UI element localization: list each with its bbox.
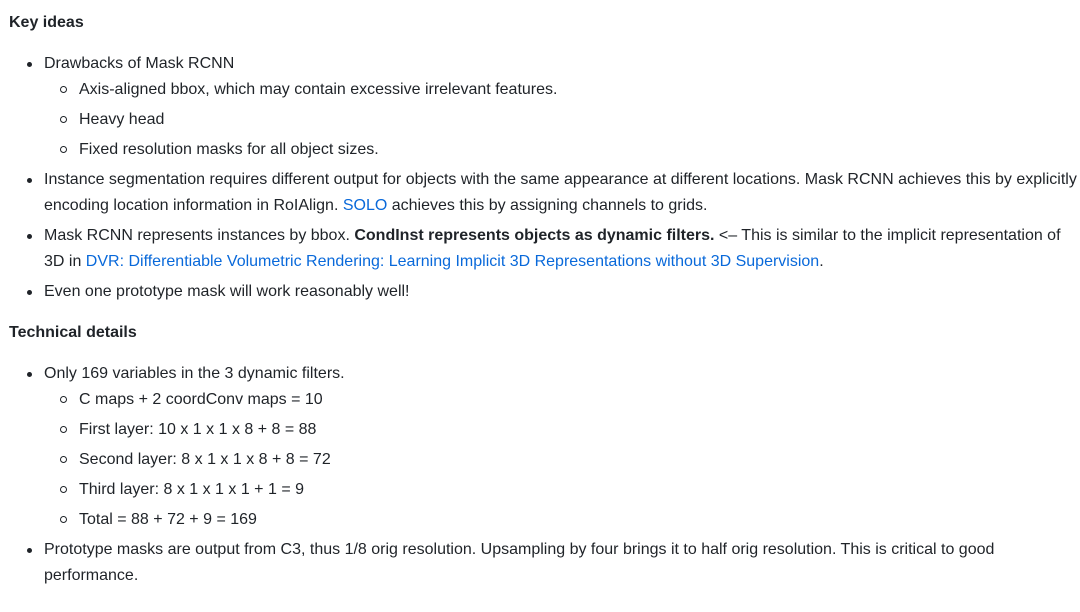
- heading-key-ideas: Key ideas: [9, 14, 84, 31]
- sub-list-item: C maps + 2 coordConv maps = 10: [44, 387, 1080, 413]
- sub-list-item: Heavy head: [44, 107, 1080, 133]
- sub-list-item: Axis-aligned bbox, which may contain excessive irrelevant features.: [44, 77, 1080, 103]
- bullet-text: Drawbacks of Mask RCNN: [44, 55, 235, 72]
- heading-technical-details: Technical details: [9, 324, 137, 341]
- sub-list-item: Second layer: 8 x 1 x 1 x 8 + 8 = 72: [44, 447, 1080, 473]
- list-item: [9, 167, 1080, 219]
- key-ideas-list: [9, 51, 1080, 305]
- dvr-link[interactable]: DVR: Differentiable Volumetric Rendering: Learning Implicit 3D Representations without 3D Supervision: [85, 253, 820, 270]
- sub-list-item: Third layer: 8 x 1 x 1 x 1 + 1 = 9: [44, 477, 1080, 503]
- bold-text: CondInst represents objects as dynamic filters.: [354, 227, 715, 244]
- sub-list: [44, 77, 1080, 163]
- bullet-text: Even one prototype mask will work reasonably well!: [44, 283, 410, 300]
- sub-list: [44, 387, 1080, 533]
- bullet-text: <– This is similar to the implicit representation of 3D in: [44, 227, 1061, 270]
- bullet-text: Mask RCNN represents instances by bbox.: [44, 227, 355, 244]
- sub-list-item: Total = 88 + 72 + 9 = 169: [44, 507, 1080, 533]
- sub-list-item: First layer: 10 x 1 x 1 x 8 + 8 = 88: [44, 417, 1080, 443]
- bullet-text: achieves this by assigning channels to grids.: [387, 197, 708, 214]
- bullet-text: Only 169 variables in the 3 dynamic filters.: [44, 365, 345, 382]
- list-item: [9, 279, 1080, 305]
- list-item: [9, 51, 1080, 163]
- list-item: [9, 361, 1080, 533]
- bullet-text: Prototype masks are output from C3, thus 1/8 orig resolution. Upsampling by four brings it to half orig resolution. This is critical to good performance.: [44, 541, 995, 584]
- list-item: [9, 223, 1080, 275]
- solo-link[interactable]: SOLO: [342, 197, 388, 214]
- technical-details-list: [9, 361, 1080, 589]
- bullet-text: Instance segmentation requires different output for objects with the same appearance at different locations. Mask RCNN achieves this by explicitly encoding location information in RoIAlign.: [44, 171, 1077, 214]
- list-item: [9, 537, 1080, 589]
- bullet-text: .: [819, 253, 824, 270]
- sub-list-item: Fixed resolution masks for all object sizes.: [44, 137, 1080, 163]
